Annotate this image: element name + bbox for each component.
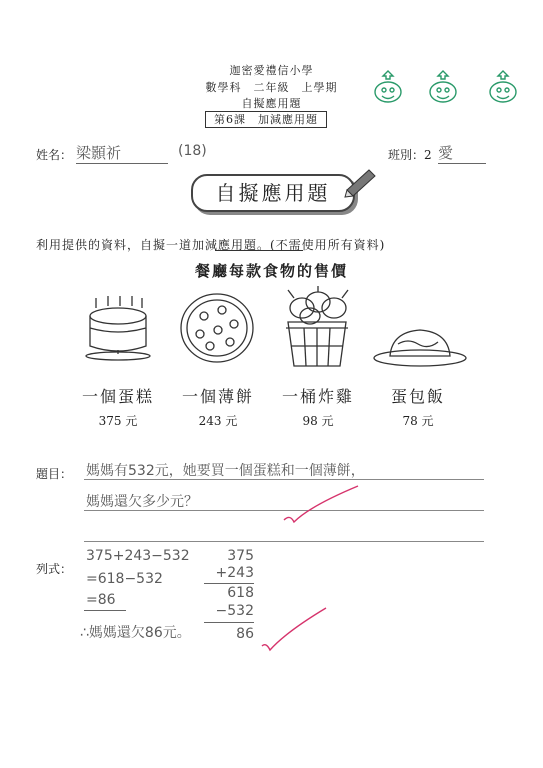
name-value: 梁顥祈: [76, 142, 168, 164]
item-name: 一桶炸雞: [281, 387, 354, 406]
vertical-num-c: 618: [227, 585, 254, 601]
vertical-line: [204, 583, 254, 584]
item-price: 78 元: [402, 414, 434, 428]
question-label: 題目：: [36, 467, 73, 481]
answer-sentence: ∴媽媽還欠86元。: [80, 625, 191, 641]
check-mark-icon: [280, 484, 360, 530]
stamp-icon: [488, 70, 518, 104]
fried-chicken-icon: [282, 286, 352, 368]
item-price: 98 元: [302, 414, 334, 428]
name-label: 姓名：: [36, 148, 73, 162]
check-mark-icon: [258, 606, 328, 656]
lesson-title: 第6課 加減應用題: [205, 111, 327, 128]
item-price: 243 元: [198, 414, 238, 428]
student-number: (18): [178, 143, 207, 159]
school-name: 迦密愛禮信小學: [229, 64, 314, 77]
pencil-icon: [343, 166, 379, 198]
item-name: 一個蛋糕: [81, 387, 154, 406]
menu-title: 餐廳每款食物的售價: [194, 262, 348, 280]
item-price: 375 元: [98, 414, 138, 428]
instruction-underline: [215, 250, 303, 251]
question-line-2: 媽媽還欠多少元？: [86, 494, 198, 510]
working-step-2: =618−532: [86, 571, 163, 587]
vertical-num-e: 86: [236, 626, 254, 642]
stamp-icon: [373, 70, 403, 104]
working-step-1: 375+243−532: [86, 548, 190, 564]
class-label: 班別：2: [388, 148, 432, 162]
answer-line: [84, 541, 484, 542]
stamp-icon: [428, 70, 458, 104]
question-line-1: 媽媽有532元，她要買一個蛋糕和一個薄餅，: [86, 463, 365, 479]
vertical-num-d: −532: [215, 603, 254, 619]
vertical-line: [204, 622, 254, 623]
banner-title: 自擬應用題: [191, 174, 355, 212]
subject-line: 數學科 二年級 上學期: [205, 81, 338, 94]
vertical-num-b: +243: [215, 565, 254, 581]
working-step-3: =86: [86, 592, 116, 608]
worksheet-title: 自擬應用題: [241, 97, 302, 110]
item-name: 蛋包飯: [390, 387, 445, 406]
pizza-icon: [178, 290, 256, 366]
item-name: 一個薄餅: [181, 387, 254, 406]
working-label: 列式：: [36, 562, 73, 576]
omelette-rice-icon: [372, 322, 468, 368]
vertical-num-a: 375: [227, 548, 254, 564]
underline: [84, 610, 126, 611]
class-value: 愛: [438, 142, 486, 164]
instruction: 利用提供的資料，自擬一道加減應用題。(不需使用所有資料): [36, 238, 386, 252]
cake-icon: [82, 292, 154, 364]
